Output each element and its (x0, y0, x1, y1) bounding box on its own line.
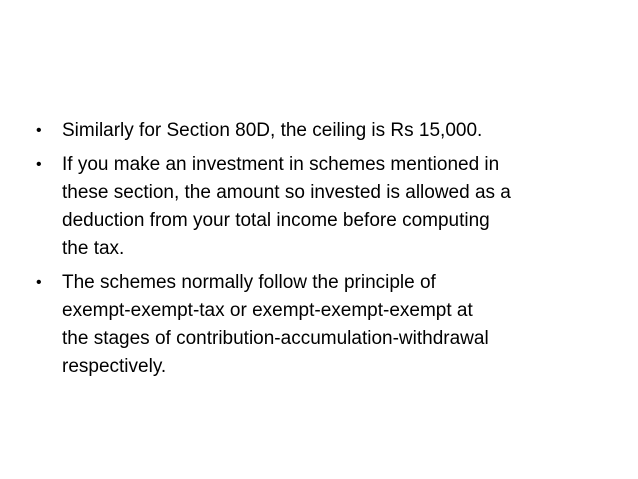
bullet-icon: • (36, 274, 42, 291)
bullet-item (36, 151, 606, 263)
bullet-text (62, 117, 606, 145)
bullet-icon: • (36, 122, 42, 139)
bullet-line: Similarly for Section 80D, the ceiling is Rs 15,000. (62, 120, 483, 141)
bullet-line: the stages of contribution-accumulation-withdrawal (62, 328, 489, 349)
bullet-line: The schemes normally follow the principle of (62, 272, 436, 293)
bullet-icon: • (36, 156, 42, 173)
bullet-line: If you make an investment in schemes mentioned in (62, 154, 500, 175)
bullet-line: the tax. (62, 238, 125, 259)
bullet-item (36, 117, 606, 145)
bullet-line: deduction from your total income before computing (62, 210, 490, 231)
bullet-line: these section, the amount so invested is allowed as a (62, 182, 511, 203)
bullet-list (36, 117, 606, 387)
bullet-line: exempt-exempt-tax or exempt-exempt-exempt at (62, 300, 473, 321)
bullet-text (62, 269, 606, 381)
bullet-line: respectively. (62, 356, 167, 377)
bullet-item (36, 269, 606, 381)
bullet-text (62, 151, 606, 263)
